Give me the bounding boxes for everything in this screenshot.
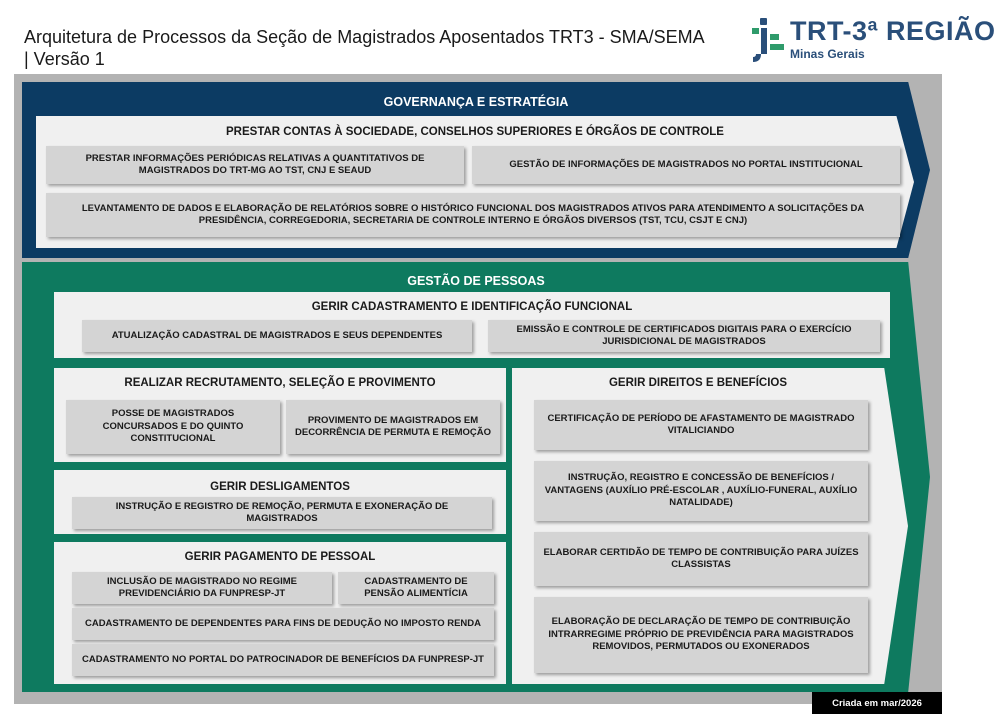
process-box-funpresp-inclusion: INCLUSÃO DE MAGISTRADO NO REGIME PREVIDENCIÁRIO DA FUNPRESP-JT [72, 572, 332, 604]
process-box-contribution-declaration: ELABORAÇÃO DE DECLARAÇÃO DE TEMPO DE CONTRIBUIÇÃO INTRARREGIME PRÓPRIO DE PREVIDÊNCIA PARA MAGISTRADOS REMOVIDOS, PERMUTADOS OU EXONERADOS [534, 597, 868, 673]
page-title-line1: Arquitetura de Processos da Seção de Magistrados Aposentados TRT3 - SMA/SEMA [24, 27, 705, 47]
process-box-magistrate-inauguration: POSSE DE MAGISTRADOS CONCURSADOS E DO QUINTO CONSTITUCIONAL [66, 400, 280, 454]
rights-panel-title: GERIR DIREITOS E BENEFÍCIOS [608, 377, 788, 389]
separations-panel-title: GERIR DESLIGAMENTOS [210, 481, 350, 493]
process-box-benefits: INSTRUÇÃO, REGISTRO E CONCESSÃO DE BENEFÍCIOS / VANTAGENS (AUXÍLIO PRÉ-ESCOLAR , AUXÍLIO-FUNERAL, AUXÍLIO NATALIDADE) [534, 461, 868, 521]
process-box-contribution-certificate: ELABORAR CERTIDÃO DE TEMPO DE CONTRIBUIÇÃO PARA JUÍZES CLASSISTAS [534, 532, 868, 586]
accountability-panel-title: PRESTAR CONTAS À SOCIEDADE, CONSELHOS SUPERIORES E ÓRGÃOS DE CONTROLE [226, 126, 724, 138]
people-title: GESTÃO DE PESSOAS [407, 274, 545, 288]
registration-panel-title: GERIR CADASTRAMENTO E IDENTIFICAÇÃO FUNCIONAL [311, 301, 633, 313]
process-box-removal-exoneration: INSTRUÇÃO E REGISTRO DE REMOÇÃO, PERMUTA E EXONERAÇÃO DE MAGISTRADOS [72, 497, 492, 529]
process-box-leave-certification: CERTIFICAÇÃO DE PERÍODO DE AFASTAMENTO DE MAGISTRADO VITALICIANDO [534, 400, 868, 450]
process-box-digital-certificates: EMISSÃO E CONTROLE DE CERTIFICADOS DIGITAIS PARA O EXERCÍCIO JURISDICIONAL DE MAGISTRADOS [488, 320, 880, 352]
process-box-funpresp-portal: CADASTRAMENTO NO PORTAL DO PATROCINADOR DE BENEFÍCIOS DA FUNPRESP-JT [72, 644, 494, 676]
governance-title: GOVERNANÇA E ESTRATÉGIA [383, 95, 569, 109]
payroll-panel-title: GERIR PAGAMENTO DE PESSOAL [184, 551, 376, 563]
recruitment-panel-title: REALIZAR RECRUTAMENTO, SELEÇÃO E PROVIMENTO [124, 377, 436, 389]
process-box-reports: LEVANTAMENTO DE DADOS E ELABORAÇÃO DE RELATÓRIOS SOBRE O HISTÓRICO FUNCIONAL DOS MAGISTRADOS ATIVOS PARA ATENDIMENTO A SOLICITAÇÕES DA PRESIDÊNCIA, CORREGEDORIA, SECRETARIA DE CONTROLE INTERNO E ÓRGÃOS DIVERSOS (TST, TCU, CSJT E CNJ) [46, 193, 900, 237]
process-box-magistrate-provision: PROVIMENTO DE MAGISTRADOS EM DECORRÊNCIA DE PERMUTA E REMOÇÃO [286, 400, 500, 454]
process-box-portal-info: GESTÃO DE INFORMAÇÕES DE MAGISTRADOS NO PORTAL INSTITUCIONAL [472, 146, 900, 184]
trt3-logo-icon [752, 18, 786, 62]
creation-date-badge: Criada em mar/2026 [812, 692, 942, 714]
page-title-line2: | Versão 1 [24, 49, 105, 69]
process-box-alimony: CADASTRAMENTO DE PENSÃO ALIMENTÍCIA [338, 572, 494, 604]
process-box-registration-update: ATUALIZAÇÃO CADASTRAL DE MAGISTRADOS E SEUS DEPENDENTES [82, 320, 472, 352]
page-title [24, 26, 744, 70]
logo-subtitle: Minas Gerais [790, 47, 865, 61]
process-box-periodic-info: PRESTAR INFORMAÇÕES PERIÓDICAS RELATIVAS A QUANTITATIVOS DE MAGISTRADOS DO TRT-MG AO TST, CNJ E SEAUD [46, 146, 464, 184]
logo-wordmark: TRT-3ª REGIÃO [790, 16, 996, 46]
process-box-tax-dependents: CADASTRAMENTO DE DEPENDENTES PARA FINS DE DEDUÇÃO NO IMPOSTO RENDA [72, 608, 494, 640]
